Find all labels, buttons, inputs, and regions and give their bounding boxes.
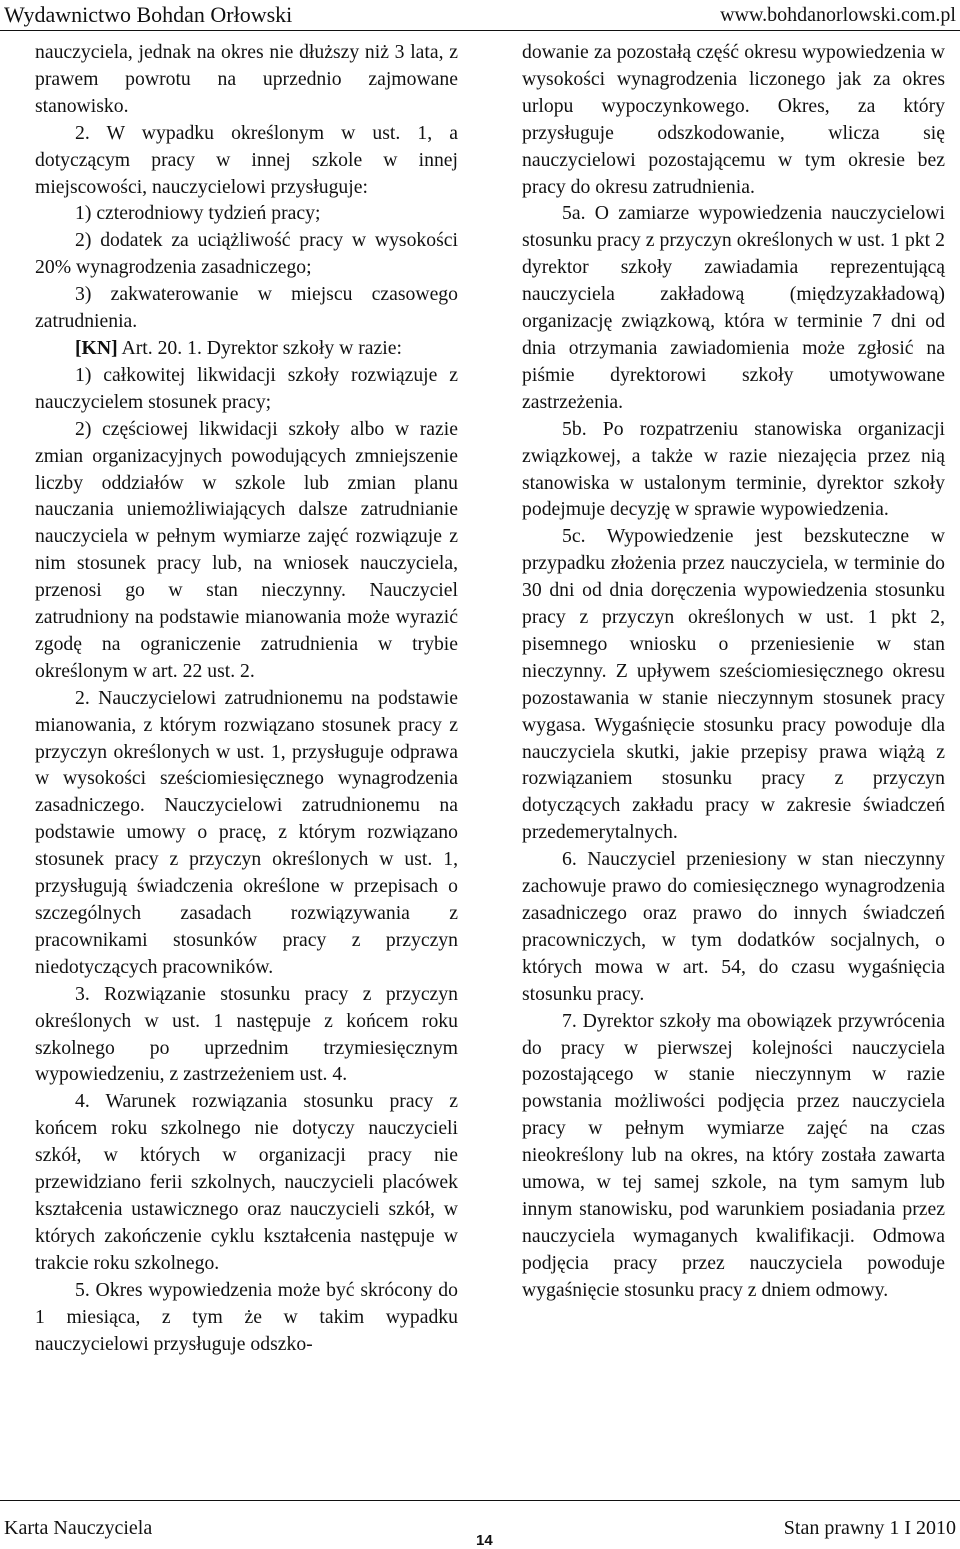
paragraph: 5a. O zamiarze wypowiedzenia nauczycielowi stosunku pracy z przyczyn określonych w ust. 1 pkt 2 dyrektor szkoły zawiadamia reprezentującą nauczyciela zakładową (międzyzakładową) organizację związkową, która w terminie 7 dni od dnia otrzymania zawiadomienia może zgłosić na piśmie dyrektorowi szkoły umotywowane zastrzeżenia. bbox=[522, 202, 945, 413]
paragraph: 4. Warunek rozwiązania stosunku pracy z końcem roku szkolnego nie dotyczy nauczycieli szkół, w których w organizacji pracy nie przewidziano ferii szkolnych, nauczycieli placówek kształcenia ustawicznego oraz nauczycieli szkół, w których zakończenie cyklu kształcenia następuje w trakcie roku szkolnego. bbox=[35, 1090, 458, 1274]
left-column bbox=[35, 39, 458, 1357]
document-title: Karta Nauczyciela bbox=[4, 1517, 153, 1539]
article-text: Art. 20. 1. Dyrektor szkoły w razie: bbox=[117, 336, 402, 359]
page-number: 14 bbox=[476, 1532, 493, 1549]
paragraph: 5c. Wypowiedzenie jest bezskuteczne w przypadku złożenia przez nauczyciela, w terminie do 30 dni od dnia doręczenia wypowiedzenia stosunku pracy z przyczyn określonych w ust. 1 pkt 2, pisemnego wniosku o przeniesienie w stan nieczynny. Z upływem sześciomiesięcznego okresu pozostawania w stanie nieczynnym stosunek pracy wygasa. Wygaśnięcie stosunku pracy powoduje dla nauczyciela skutki, jakie przepisy prawa wiążą z rozwiązaniem stosunku pracy z przyczyn dotyczących zakładu pracy w zakresie świadczeń przedemerytalnych. bbox=[522, 525, 945, 844]
paragraph: 6. Nauczyciel przeniesiony w stan nieczynny zachowuje prawo do comiesięcznego wynagrodzenia zasadniczego oraz prawo do innych świadczeń pracowniczych, w tym dodatków socjalnych, o których mowa w art. 54, do czasu wygaśnięcia stosunku pracy. bbox=[522, 848, 945, 1005]
list-item: 1) całkowitej likwidacji szkoły rozwiązuje z nauczycielem stosunek pracy; bbox=[35, 363, 458, 413]
paragraph: 5. Okres wypowiedzenia może być skrócony do 1 miesiąca, z tym że w takim wypadku nauczycielowi przysługuje odszko- bbox=[35, 1278, 458, 1355]
paragraph: nauczyciela, jednak na okres nie dłuższy niż 3 lata, z prawem powrotu na uprzednio zajmowane stanowisko. bbox=[35, 41, 458, 117]
footer-divider bbox=[0, 1500, 960, 1501]
article-heading bbox=[35, 335, 458, 362]
list-item: 2) częściowej likwidacji szkoły albo w razie zmian organizacyjnych powodujących zmniejszenie liczby oddziałów w szkole lub zmian planu nauczania uniemożliwiających dalsze zatrudnianie nauczyciela w pełnym wymiarze zajęć rozwiązuje z nim stosunek pracy lub, na wniosek nauczyciela, przenosi go w stan nieczynny. Nauczyciel zatrudniony na podstawie mianowania może wyrazić zgodę na ograniczenie zatrudnienia w trybie określonym w art. 22 ust. 2. bbox=[35, 417, 458, 682]
list-item: 2) dodatek za uciążliwość pracy w wysokości 20% wynagrodzenia zasadniczego; bbox=[35, 229, 458, 279]
paragraph: 3. Rozwiązanie stosunku pracy z przyczyn określonych w ust. 1 następuje z końcem roku szkolnego po uprzednim trzymiesięcznym wypowiedzeniu, z zastrzeżeniem ust. 4. bbox=[35, 982, 458, 1086]
legal-status-date: Stan prawny 1 I 2010 bbox=[783, 1517, 956, 1539]
page-header bbox=[0, 0, 960, 31]
list-item: 3) zakwaterowanie w miejscu czasowego zatrudnienia. bbox=[35, 283, 458, 333]
paragraph: 2. W wypadku określonym w ust. 1, a dotyczącym pracy w innej szkole w innej miejscowości, nauczycielowi przysługuje: bbox=[35, 121, 458, 198]
kn-marker: [KN] bbox=[75, 336, 118, 359]
paragraph: 7. Dyrektor szkoły ma obowiązek przywrócenia do pracy w pierwszej kolejności nauczyciela pozostającego w stanie nieczynnym w razie powstania możliwości podjęcia przez nauczyciela pracy w pełnym wymiarze zajęć na czas nieokreślony lub na okres, na który została zawarta umowa, w tej samej szkole, na tym samym lub innym stanowisku, pod warunkiem posiadania przez nauczyciela wymaganych kwalifikacji. Odmowa podjęcia pracy przez nauczyciela powoduje wygaśnięcie stosunku pracy z dniem odmowy. bbox=[522, 1009, 945, 1301]
publisher-url[interactable]: www.bohdanorlowski.com.pl bbox=[720, 4, 956, 26]
publisher-name: Wydawnictwo Bohdan Orłowski bbox=[4, 2, 293, 27]
right-column bbox=[522, 39, 945, 1304]
list-item: 1) czterodniowy tydzień pracy; bbox=[75, 202, 321, 225]
paragraph: 5b. Po rozpatrzeniu stanowiska organizacji związkowej, a także w razie niezajęcia przez nią stanowiska w ustalonym terminie, dyrektor szkoły podejmuje decyzję w sprawie wypowiedzenia. bbox=[522, 417, 945, 521]
paragraph: 2. Nauczycielowi zatrudnionemu na podstawie mianowania, z którym rozwiązano stosunek pracy z przyczyn określonych w ust. 1, przysługuje odprawa w wysokości sześciomiesięcznego wynagrodzenia zasadniczego. Nauczycielowi zatrudnionemu na podstawie umowy o pracę, z którym rozwiązano stosunek pracy z przyczyn określonych w ust. 1, przysługują świadczenia określone w przepisach o szczególnych zasadach rozwiązywania z pracownikami stosunków pracy z przyczyn niedotyczących pracowników. bbox=[35, 686, 458, 978]
paragraph: dowanie za pozostałą część okresu wypowiedzenia w wysokości wynagrodzenia liczonego jak za okres urlopu wypoczynkowego. Okres, za który przysługuje odszkodowanie, wlicza się nauczycielowi pozostającemu w tym okresie bez pracy do okresu zatrudnienia. bbox=[522, 41, 945, 198]
